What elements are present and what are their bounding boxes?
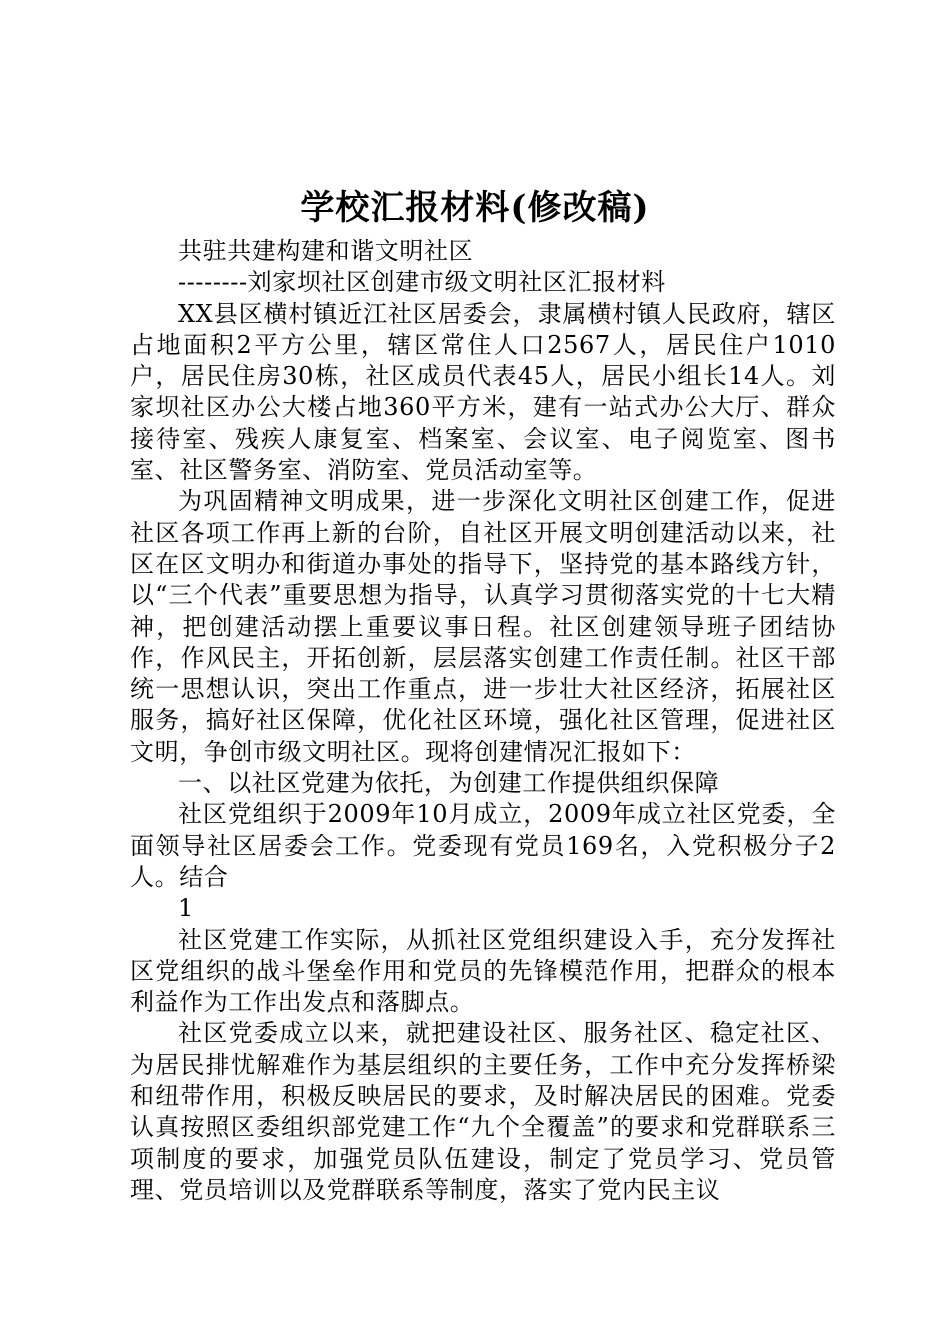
paragraph-section-heading: 一、以社区党建为依托，为创建工作提供组织保障 (178, 769, 720, 798)
page-number: 1 (178, 894, 194, 923)
paragraph-party-building: 社区党建工作实际，从抓社区党组织建设入手，充分发挥社区党组织的战斗堡垒作用和党员的先锋模范作用，把群众的根本利益作为工作出发点和落脚点。 (130, 925, 836, 1017)
paragraph-party-committee: 社区党委成立以来，就把建设社区、服务社区、稳定社区、为居民排忧解难作为基层组织的主要任务，工作中充分发挥桥梁和纽带作用，积极反映居民的要求，及时解决居民的困难。党委认真按照区委组织部党建工作“九个全覆盖”的要求和党群联系三项制度的要求，加强党员队伍建设，制定了党员学习、党员管理、党员培训以及党群联系等制度，落实了党内民主议 (130, 1019, 836, 1204)
paragraph-community-overview: XX县区横村镇近江社区居委会，隶属横村镇人民政府，辖区占地面积2平方公里，辖区常住人口2567人，居民住户1010户，居民住房30栋，社区成员代表45人，居民小组长14人。刘家坝社区办公大楼占地360平方米，建有一站式办公大厅、群众接待室、残疾人康复室、档案室、会议室、电子阅览室、图书室、社区警务室、消防室、党员活动室等。 (130, 299, 836, 485)
paragraph-creation-work: 为巩固精神文明成果，进一步深化文明社区创建工作，促进社区各项工作再上新的台阶，自社区开展文明创建活动以来，社区在区文明办和街道办事处的指导下，坚持党的基本路线方针，以“三个代表”重要思想为指导，认真学习贯彻落实党的十七大精神，把创建活动摆上重要议事日程。社区创建领导班子团结协作，作风民主，开拓创新，层层落实创建工作责任制。社区干部统一思想认识，突出工作重点，进一步壮大社区经济，拓展社区服务，搞好社区保障，优化社区环境，强化社区管理，促进社区文明，争创市级文明社区。现将创建情况汇报如下： (130, 487, 836, 766)
paragraph-report-heading: --------刘家坝社区创建市级文明社区汇报材料 (178, 268, 666, 297)
paragraph-subtitle: 共驻共建构建和谐文明社区 (178, 237, 474, 265)
paragraph-party-organization: 社区党组织于2009年10月成立，2009年成立社区党委，全面领导社区居委会工作。党委现有党员169名，入党积极分子2人。结合 (130, 800, 836, 891)
document-title: 学校汇报材料(修改稿) (300, 188, 650, 228)
document-body (130, 236, 836, 1206)
